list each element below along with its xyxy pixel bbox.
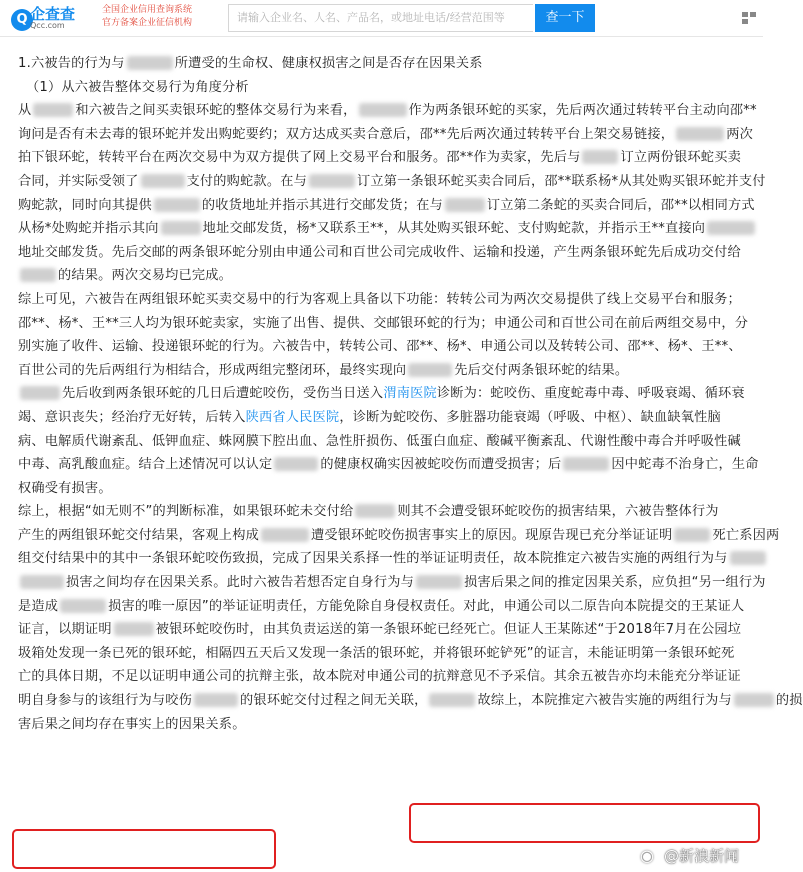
redacted-name xyxy=(141,174,185,188)
redacted-name xyxy=(60,599,106,613)
text-segment: 损害的唯一原因”的举证证明责任，方能免除自身侵权责任。对此，申通公司以二原告向本院提交的王某证人 xyxy=(108,598,745,614)
paragraph-4-line xyxy=(18,642,750,666)
redacted-name xyxy=(730,551,766,565)
text-segment: 支付的购蛇款。在与 xyxy=(186,173,307,189)
paragraph-3-line xyxy=(18,453,759,477)
paragraph-4-line xyxy=(18,713,750,737)
redacted-name xyxy=(127,56,173,70)
text-segment: 死亡系因两 xyxy=(712,527,780,543)
text-segment: 别实施了收件、运输、投递银环蛇的行为。六被告中，转转公司、邵**、杨*、申通公司以及转转公司、邵**、杨*、王**、 xyxy=(18,339,742,355)
text-segment: 诊断为：蛇咬伤、重度蛇毒中毒、呼吸衰竭、循环衰 xyxy=(436,386,745,402)
redacted-name xyxy=(359,103,407,117)
paragraph-1-line xyxy=(18,217,750,241)
text-segment: 先后交付两条银环蛇的结果。 xyxy=(454,362,629,378)
paragraph-4-line xyxy=(18,500,750,524)
paragraph-4-line xyxy=(18,618,750,642)
text-segment: 从杨*处购蛇并指示其向 xyxy=(18,221,159,237)
judgment-document xyxy=(18,52,803,736)
text-segment: 地址交邮发货。先后交邮的两条银环蛇分别由申通公司和百世公司完成收件、运输和投递，产生两条银环蛇先后成功交付给 xyxy=(18,244,741,260)
redacted-name xyxy=(274,457,318,471)
paragraph-2-line xyxy=(18,335,750,359)
text-segment: 订立第二条蛇的买卖合同后，邵**以相同方式 xyxy=(486,197,755,213)
text-segment: 拍下银环蛇，转转平台在两次交易中为双方提供了网上交易平台和服务。邵**作为卖家，先后与 xyxy=(18,150,581,166)
text-segment: 邵**、杨*、王**三人均为银环蛇卖家，实施了出售、提供、交邮银环蛇的行为；申通公司和百世公司在前后两组交易中，分 xyxy=(18,315,749,331)
paragraph-1-line xyxy=(18,146,750,170)
paragraph-4-line xyxy=(18,571,766,595)
redacted-name xyxy=(161,221,201,235)
redacted-name xyxy=(676,127,724,141)
paragraph-3-line xyxy=(18,430,750,454)
logo-text[interactable]: 企查查 xyxy=(30,5,76,23)
text-segment: 合同，并实际受领了 xyxy=(18,173,139,189)
text-segment: 圾箱处发现一条已死的银环蛇，相隔四五天后又发现一条活的银环蛇，并将银环蛇铲死”的证言，未能证明第一条银环蛇死 xyxy=(18,645,735,661)
text-segment: 和六被告之间买卖银环蛇的整体交易行为来看， xyxy=(75,103,357,119)
paragraph-4-line xyxy=(18,547,750,571)
text-segment: 产生的两组银环蛇交付结果，客观上构成 xyxy=(18,527,259,543)
slogan-line-1: 全国企业信用查询系统 xyxy=(102,5,193,15)
redacted-name xyxy=(445,198,485,212)
text-segment: 损害之间均存在因果关系。此时六被告若想否定自身行为与 xyxy=(66,575,415,591)
sub-heading xyxy=(18,76,750,100)
logo-mark-icon: Q xyxy=(11,9,33,31)
paragraph-2-line xyxy=(18,312,750,336)
redacted-name xyxy=(154,198,200,212)
text-segment: 订立两份银环蛇买卖 xyxy=(620,150,741,166)
text-segment: 作为两条银环蛇的买家，先后两次通过转转平台主动向邵** xyxy=(408,103,757,119)
paragraph-1-line xyxy=(18,123,753,147)
text-segment: 从 xyxy=(18,103,32,119)
text-segment: 病、电解质代谢紊乱、低钾血症、蛛网膜下腔出血、急性肝损伤、低蛋白血症、酸碱平衡紊乱、代谢性酸中毒合并呼吸性碱 xyxy=(18,433,741,449)
text-segment: 证言，以期证明 xyxy=(18,622,112,638)
text-segment: 综上，根据“如无则不”的判断标准，如果银环蛇未交付给 xyxy=(18,504,354,520)
hospital-link[interactable]: 渭南医院 xyxy=(383,386,437,402)
paragraph-1-line xyxy=(18,99,757,123)
redacted-name xyxy=(194,693,238,707)
text-segment: 先后收到两条银环蛇的几日后遭蛇咬伤，受伤当日送入 xyxy=(62,386,384,402)
subheading-text: （1）从六被告整体交易行为角度分析 xyxy=(26,79,249,95)
text-segment: 询问是否有未去毒的银环蛇并发出购蛇要约；双方达成买卖合意后，邵**先后两次通过转转平台上架交易链接， xyxy=(18,126,675,142)
text-segment: 被银环蛇咬伤时，由其负责运送的第一条银环蛇已经死亡。但证人王某陈述“于2018年7月在公园垃 xyxy=(155,622,742,638)
text-segment: 则其不会遭受银环蛇咬伤的损害结果，六被告整体行为 xyxy=(397,504,719,520)
highlight-box-1 xyxy=(409,803,760,843)
slogan-line-2: 官方备案企业征信机构 xyxy=(102,18,193,28)
redacted-name xyxy=(707,221,755,235)
text-segment: 两次 xyxy=(726,126,753,142)
paragraph-4-line xyxy=(18,595,750,619)
redacted-name xyxy=(114,622,154,636)
text-segment: 购蛇款，同时向其提供 xyxy=(18,197,152,213)
hospital-link[interactable]: 陕西省人民医院 xyxy=(245,409,340,425)
text-segment: 的收货地址并指示其进行交邮发货；在与 xyxy=(201,197,443,213)
text-segment: 竭、意识丧失；经治疗无好转，后转入 xyxy=(18,409,246,425)
highlight-box-2 xyxy=(12,829,276,869)
paragraph-1-line xyxy=(18,264,750,288)
paragraph-1-line xyxy=(18,170,766,194)
redacted-name xyxy=(408,363,452,377)
heading-text: 1.六被告的行为与 xyxy=(18,56,125,71)
redacted-name xyxy=(261,528,309,542)
text-segment: 权确受有损害。 xyxy=(18,480,112,496)
text-segment: 的银环蛇交付过程之间无关联， xyxy=(240,693,428,709)
text-segment: 故综上，本院推定六被告实施的两组行为与 xyxy=(477,693,732,709)
paragraph-4-line xyxy=(18,524,780,548)
redacted-name xyxy=(563,457,609,471)
redacted-name xyxy=(355,504,395,518)
text-segment: 损害后果之间的推定因果关系，应负担“另一组行为 xyxy=(464,575,766,591)
top-bar xyxy=(0,0,763,37)
search-input[interactable]: 请输入企业名、人名、产品名，或地址电话/经营范围等 xyxy=(228,4,533,32)
redacted-name xyxy=(416,575,462,589)
paragraph-3-line xyxy=(18,477,750,501)
redacted-name xyxy=(20,575,64,589)
text-segment: 地址交邮发货，杨*又联系王**，从其处购买银环蛇、支付购蛇款，并指示王**直接向 xyxy=(202,221,706,237)
text-segment: ，诊断为蛇咬伤、多脏器功能衰竭（呼吸、中枢）、缺血缺氧性脑 xyxy=(339,409,721,425)
text-segment: 是造成 xyxy=(18,598,59,614)
menu-icon[interactable] xyxy=(740,9,758,27)
watermark: @新浪新闻 xyxy=(664,847,740,865)
paragraph-2-line xyxy=(18,288,750,312)
text-segment: 明自身参与的该组行为与咬伤 xyxy=(18,693,193,709)
redacted-name xyxy=(20,386,60,400)
paragraph-4-line xyxy=(18,665,750,689)
text-segment: 中毒、高乳酸血症。结合上述情况可以认定 xyxy=(18,457,273,473)
redacted-name xyxy=(309,174,355,188)
search-button[interactable]: 查一下 xyxy=(535,4,595,32)
text-segment: 亡的具体日期，不足以证明申通公司的抗辩主张，故本院对申通公司的抗辩意见不予采信。其余五被告亦均未能充分举证证 xyxy=(18,669,741,685)
text-segment: 订立第一条银环蛇买卖合同后，邵**联系杨*从其处购买银环蛇并支付 xyxy=(357,173,766,189)
paragraph-3-line xyxy=(18,406,750,430)
section-heading xyxy=(18,52,750,76)
paragraph-1-line xyxy=(18,194,755,218)
slogan xyxy=(102,4,192,30)
text-segment: 的损 xyxy=(775,693,803,709)
paragraph-4-line xyxy=(18,689,803,713)
paragraph-2-line xyxy=(18,359,750,383)
weibo-icon: ◉ xyxy=(640,846,654,865)
redacted-name xyxy=(674,528,710,542)
text-segment: 遭受银环蛇咬伤损害事实上的原因。现原告现已充分举证证明 xyxy=(310,527,673,543)
text-segment: 的结果。两次交易均已完成。 xyxy=(58,268,233,284)
redacted-name xyxy=(20,268,56,282)
text-segment: 的健康权确实因被蛇咬伤而遭受损害；后 xyxy=(320,457,562,473)
paragraph-3-line xyxy=(18,382,750,406)
heading-text: 所遭受的生命权、健康权损害之间是否存在因果关系 xyxy=(174,56,483,71)
redacted-name xyxy=(734,693,774,707)
paragraph-1-line xyxy=(18,241,750,265)
text-segment: 因中蛇毒不治身亡，生命 xyxy=(611,457,759,473)
text-segment: 害后果之间均存在事实上的因果关系。 xyxy=(18,716,246,732)
text-segment: 综上可见，六被告在两组银环蛇买卖交易中的行为客观上具备以下功能：转转公司为两次交易提供了线上交易平台和服务； xyxy=(18,291,741,307)
text-segment: 组交付结果中的其中一条银环蛇咬伤致损，完成了因果关系择一性的举证证明责任，故本院推定六被告实施的两组行为与 xyxy=(18,551,728,567)
text-segment: 百世公司的先后两组行为相结合，形成两组完整闭环，最终实现向 xyxy=(18,362,407,378)
redacted-name xyxy=(33,103,73,117)
redacted-name xyxy=(582,150,618,164)
logo-domain: Qcc.com xyxy=(30,21,65,30)
redacted-name xyxy=(429,693,475,707)
